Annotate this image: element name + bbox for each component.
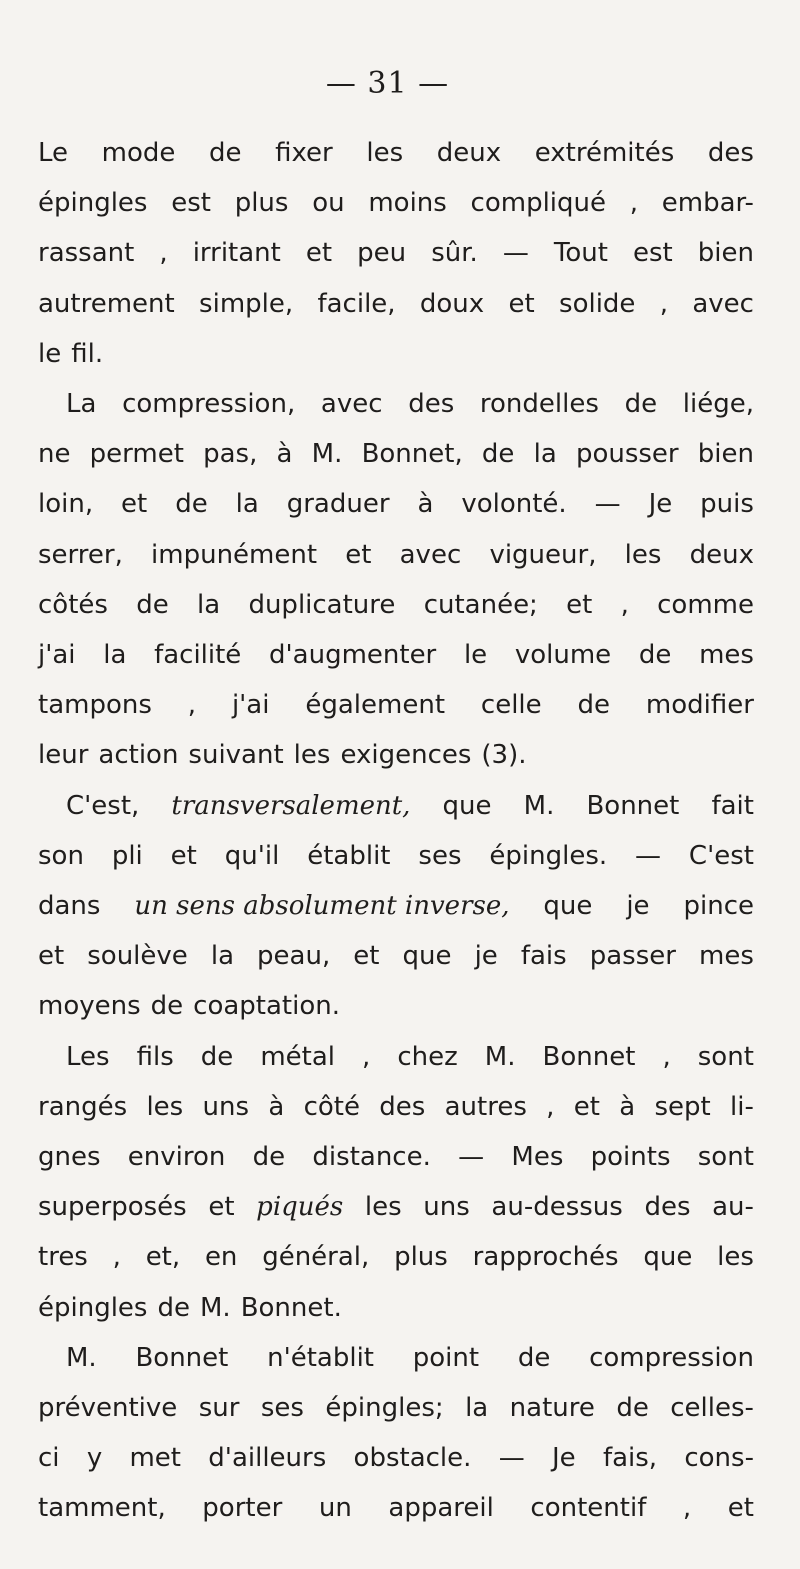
word: je: [626, 891, 650, 921]
word: rondelles: [479, 389, 599, 419]
word: et: [566, 589, 593, 620]
word: fais: [520, 941, 567, 972]
word: ou: [312, 188, 345, 219]
word: solide: [559, 288, 636, 319]
word: que: [442, 790, 492, 821]
word: à: [276, 439, 293, 470]
word: de: [136, 589, 169, 620]
word: côtés: [38, 589, 108, 620]
word: rangés: [38, 1091, 128, 1122]
word: les: [624, 539, 662, 570]
word: et: [121, 489, 148, 520]
word: ne: [38, 439, 71, 470]
word: au-dessus: [491, 1192, 623, 1223]
word: moyens: [38, 991, 141, 1022]
word: impunément: [151, 539, 318, 570]
word: distance.: [312, 1142, 431, 1172]
word: ci: [38, 1443, 60, 1474]
text-line: [66, 781, 754, 831]
text-line: [38, 128, 754, 178]
word: liége,: [682, 389, 754, 419]
word: porter: [202, 1493, 283, 1524]
word: et: [305, 238, 333, 269]
word: et: [38, 941, 65, 972]
word: embar-: [661, 188, 754, 219]
word: j'ai: [231, 690, 270, 721]
text-line: [38, 228, 754, 278]
word: La: [66, 389, 97, 419]
word: son: [38, 840, 84, 871]
word: peau,: [257, 941, 331, 972]
word: à: [619, 1091, 636, 1122]
word: Je: [648, 489, 673, 520]
word: de: [208, 138, 242, 168]
word: sur: [198, 1393, 240, 1423]
word: également: [305, 690, 446, 721]
word: facile,: [317, 288, 396, 319]
word: fais,: [602, 1443, 658, 1474]
word: vigueur,: [489, 539, 597, 570]
word: est: [171, 188, 211, 219]
text-line: [38, 1383, 754, 1433]
text-line: [38, 580, 754, 630]
word: épingles.: [489, 840, 608, 871]
word: des: [644, 1192, 691, 1223]
word: Bonnet.: [240, 1292, 342, 1323]
page-number: — 31 —: [325, 66, 450, 101]
text-line: [38, 831, 754, 881]
word: plus: [234, 188, 289, 219]
text-line: [66, 1333, 754, 1383]
word: de: [150, 991, 184, 1022]
word: appareil: [388, 1493, 494, 1524]
word: deux: [689, 539, 754, 570]
word: et: [208, 1192, 235, 1223]
word: compliqué: [470, 188, 607, 219]
word: qu'il: [224, 840, 280, 871]
word: sûr.: [431, 238, 478, 269]
word: Les: [66, 1041, 110, 1072]
word: fils: [136, 1041, 174, 1072]
word: autrement: [38, 288, 175, 319]
word: pas,: [203, 439, 258, 470]
word: et: [345, 539, 372, 570]
text-line: [38, 981, 338, 1031]
word: Tout: [553, 238, 608, 269]
word: et: [727, 1493, 754, 1524]
word: et,: [145, 1242, 181, 1273]
word: —: [635, 840, 662, 871]
word: (3).: [481, 740, 527, 771]
word: des: [379, 1091, 426, 1122]
word: doux: [419, 288, 485, 319]
word: fait: [711, 790, 754, 821]
word: bien: [697, 238, 754, 269]
word: pince: [683, 891, 754, 921]
word: et: [573, 1091, 600, 1122]
word: épingles;: [325, 1393, 444, 1423]
word: de: [157, 1292, 190, 1323]
word: irritant: [192, 238, 281, 269]
word: mes: [699, 941, 754, 972]
text-line: [66, 1032, 754, 1082]
word: ,: [112, 1242, 121, 1273]
text-line: [38, 680, 754, 730]
word: épingles: [38, 1292, 148, 1323]
text-line: [38, 1483, 754, 1533]
word: piqués: [256, 1192, 344, 1223]
word: ses: [418, 840, 462, 871]
text-line: [38, 630, 754, 680]
word: et: [353, 941, 380, 972]
word: peu: [357, 238, 407, 269]
word: M.: [484, 1041, 516, 1072]
word: de: [638, 640, 672, 670]
word: Je: [551, 1443, 576, 1474]
word: graduer: [286, 489, 390, 520]
text-line: [38, 329, 104, 379]
word: ,: [159, 238, 168, 269]
word: coaptation.: [193, 991, 340, 1022]
word: serrer,: [38, 539, 123, 570]
word: à: [268, 1091, 285, 1122]
word: superposés: [38, 1192, 187, 1223]
word: celle: [480, 690, 542, 721]
word: les: [717, 1242, 754, 1273]
word: soulève: [87, 941, 188, 972]
word: gnes: [38, 1142, 101, 1172]
word: li-: [730, 1091, 754, 1122]
word: transversalement,: [171, 790, 411, 821]
word: modifier: [645, 690, 754, 721]
word: au-: [712, 1192, 754, 1223]
word: —: [498, 1443, 525, 1474]
word: M.: [311, 439, 343, 470]
word: —: [594, 489, 621, 520]
word: cons-: [684, 1443, 754, 1474]
word: mode: [101, 138, 176, 168]
word: la: [533, 439, 557, 470]
word: M.: [66, 1342, 97, 1373]
word: le: [463, 640, 488, 670]
word: pli: [111, 840, 143, 871]
text-line: [38, 1182, 754, 1232]
word: des: [707, 138, 754, 168]
word: les: [293, 740, 331, 771]
text-line: [38, 1232, 754, 1282]
word: —: [458, 1142, 485, 1172]
word: avec: [692, 288, 754, 319]
text-line: [38, 1283, 408, 1333]
word: de: [481, 439, 515, 470]
word: Bonnet: [586, 790, 680, 821]
word: volonté.: [461, 489, 567, 520]
word: deux: [436, 138, 502, 168]
word: tamment,: [38, 1493, 166, 1524]
word: côté: [303, 1091, 360, 1122]
word: leur: [38, 740, 89, 771]
word: rassant: [38, 238, 135, 269]
word: met: [129, 1443, 182, 1474]
text-line: [38, 530, 754, 580]
word: avec: [399, 539, 462, 570]
word: tampons: [38, 690, 152, 721]
word: de: [624, 389, 658, 419]
word: C'est,: [66, 790, 140, 821]
word: sont: [697, 1142, 754, 1172]
word: métal: [260, 1041, 336, 1072]
word: contentif: [530, 1493, 647, 1524]
word: est: [632, 238, 673, 269]
word: puis: [700, 489, 754, 520]
word: Bonnet: [135, 1342, 229, 1373]
text-line: [38, 429, 754, 479]
word: obstacle.: [353, 1443, 472, 1474]
word: extrémités: [534, 138, 675, 168]
word: rapprochés: [472, 1242, 619, 1273]
word: la: [210, 941, 234, 972]
word: n'établit: [267, 1342, 375, 1373]
word: autres: [444, 1091, 527, 1122]
word: de: [252, 1142, 286, 1172]
word: de: [616, 1393, 649, 1423]
word: chez: [397, 1041, 458, 1072]
word: ,: [659, 288, 669, 319]
word: sont: [697, 1041, 754, 1072]
word: Mes: [511, 1142, 564, 1172]
word: et: [170, 840, 197, 871]
word: en: [204, 1242, 238, 1273]
word: duplicature: [248, 589, 396, 620]
word: je: [474, 941, 498, 972]
word: des: [408, 389, 455, 419]
text-line: [38, 1132, 754, 1182]
word: ,: [362, 1041, 371, 1072]
word: nature: [509, 1393, 595, 1423]
word: ,: [629, 188, 639, 219]
word: tres: [38, 1242, 88, 1273]
word: volume: [514, 640, 612, 670]
word: permet: [89, 439, 184, 470]
text-line: [38, 1082, 754, 1132]
word: la: [103, 640, 127, 670]
text-line: [38, 279, 754, 329]
text-line: [38, 881, 754, 931]
word: de: [175, 489, 208, 520]
word: facilité: [154, 640, 242, 670]
word: de: [517, 1342, 551, 1373]
word: comme: [657, 589, 754, 620]
word: un sens absolument inverse,: [134, 891, 510, 921]
word: compression: [589, 1342, 754, 1373]
word: j'ai: [38, 640, 76, 670]
word: la: [235, 489, 259, 520]
word: plus: [394, 1242, 448, 1273]
text-line: [38, 479, 754, 529]
word: la: [197, 589, 221, 620]
word: —: [502, 238, 529, 269]
word: y: [86, 1443, 103, 1474]
word: de: [200, 1041, 234, 1072]
word: C'est: [688, 840, 754, 871]
word: suivant: [188, 740, 284, 771]
word: les: [366, 138, 404, 168]
word: loin,: [38, 489, 94, 520]
word: que: [643, 1242, 693, 1273]
word: Bonnet: [542, 1041, 636, 1072]
text-line: [38, 730, 527, 780]
word: point: [412, 1342, 480, 1373]
word: général,: [262, 1242, 370, 1273]
word: épingles: [38, 188, 148, 219]
word: points: [590, 1142, 671, 1172]
text-line: [38, 1433, 754, 1483]
word: et: [508, 288, 535, 319]
word: préventive: [38, 1393, 178, 1423]
word: cutanée;: [423, 589, 538, 620]
word: à: [417, 489, 434, 520]
word: ses: [260, 1393, 304, 1423]
word: exigences: [340, 740, 472, 771]
word: ,: [662, 1041, 671, 1072]
word: ,: [546, 1091, 555, 1122]
word: celles-: [670, 1393, 754, 1423]
word: ,: [620, 589, 629, 620]
word: d'ailleurs: [208, 1443, 327, 1474]
word: établit: [307, 840, 391, 871]
word: la: [465, 1393, 489, 1423]
word: ,: [187, 690, 197, 721]
word: pousser: [575, 439, 679, 470]
word: compression,: [122, 389, 296, 419]
text-line: [38, 931, 754, 981]
word: sept: [654, 1091, 711, 1122]
word: un: [318, 1493, 352, 1524]
word: Le: [38, 138, 69, 168]
word: uns: [423, 1192, 470, 1223]
word: M.: [199, 1292, 231, 1323]
word: ,: [682, 1493, 692, 1524]
word: avec: [320, 389, 383, 419]
word: action: [98, 740, 179, 771]
word: Bonnet,: [361, 439, 463, 470]
word: moins: [368, 188, 447, 219]
text-line: [66, 379, 754, 429]
word: les: [146, 1091, 184, 1122]
word: M.: [523, 790, 555, 821]
word: simple,: [199, 288, 294, 319]
word: dans: [38, 891, 101, 921]
word: de: [577, 690, 611, 721]
word: uns: [202, 1091, 250, 1122]
word: bien: [697, 439, 754, 470]
word: le: [38, 338, 62, 369]
word: fil.: [71, 338, 104, 369]
word: que: [543, 891, 593, 921]
text-line: [38, 178, 754, 228]
word: les: [364, 1192, 402, 1223]
word: mes: [699, 640, 754, 670]
word: passer: [589, 941, 676, 972]
word: environ: [127, 1142, 226, 1172]
word: que: [402, 941, 452, 972]
word: fixer: [275, 138, 333, 168]
word: d'augmenter: [269, 640, 437, 670]
